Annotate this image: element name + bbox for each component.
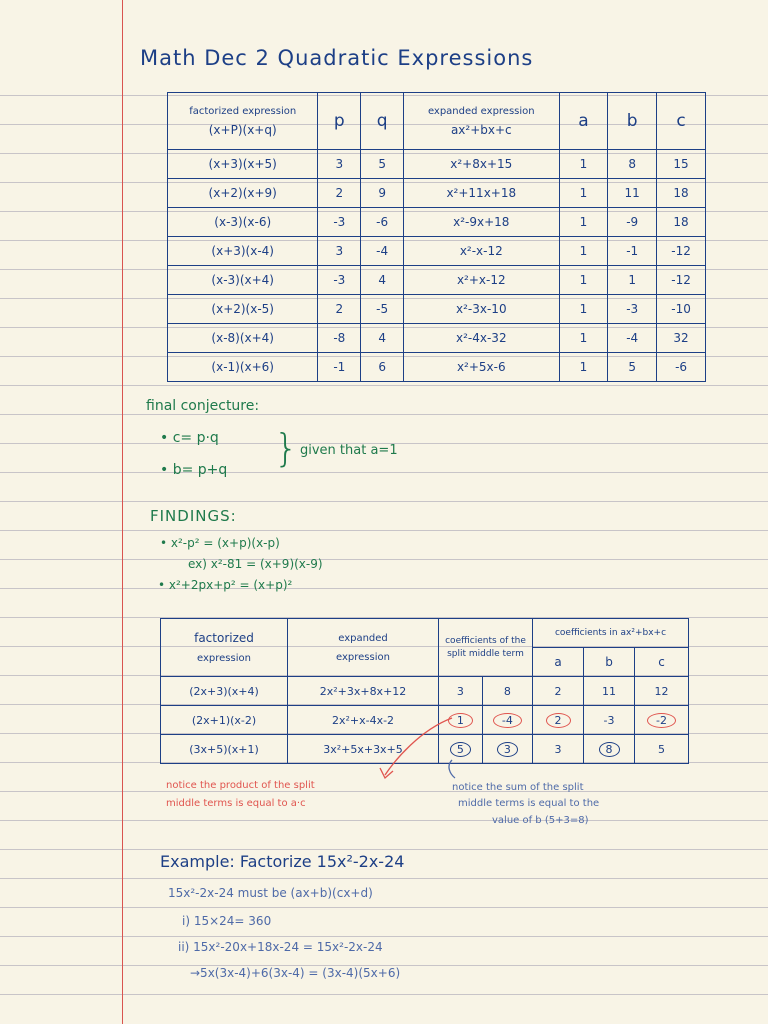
cell-b: 11 [608,179,657,208]
cell-c: -10 [657,295,706,324]
cell-a: 1 [559,353,608,382]
cell2-value: 11 [602,684,616,698]
cell-q: -6 [361,208,404,237]
table-row [168,295,706,324]
table-row [168,237,706,266]
cell2-value: 3 [497,742,518,757]
cell2-value: 2 [554,684,562,698]
header2-expanded-label: expanded [338,632,388,644]
header2-factorized-label: factorized [194,631,254,645]
cell-a: 1 [559,179,608,208]
red-arrow-head [380,768,393,778]
cell2-a [533,706,584,735]
cell-factorized: (x-8)(x+4) [168,324,318,353]
cell2-value: 8 [599,742,620,757]
cell-b: -9 [608,208,657,237]
cell-expanded: x²+5x-6 [404,353,559,382]
conjecture-item-b: • b= p+q [160,462,228,478]
cell2-b [584,706,635,735]
header-expanded [404,93,559,150]
cell2-value: 5 [450,742,471,757]
cell-p: 3 [318,237,361,266]
cell-b: -1 [608,237,657,266]
cell2-value: (3x+5)(x+1) [189,742,259,756]
cell-a: 1 [559,295,608,324]
cell-factorized: (x+2)(x+9) [168,179,318,208]
red-note-line-1: notice the product of the split [166,780,315,791]
cell-factorized: (x-3)(x+4) [168,266,318,295]
cell-expanded: x²-x-12 [404,237,559,266]
example-line-1: 15x²-2x-24 must be (ax+b)(cx+d) [168,886,373,900]
cell2-expanded [288,677,439,706]
cell-q: 4 [361,324,404,353]
cell-p: 3 [318,150,361,179]
blue-note-line-1: notice the sum of the split [452,782,584,793]
example-line-2: i) 15×24= 360 [182,914,272,928]
cell-a: 1 [559,208,608,237]
cell2-value: 2 [546,713,571,728]
finding-line-3: • x²+2px+p² = (x+p)² [158,578,293,592]
table-row [168,324,706,353]
cell2-value: 2x²+3x+8x+12 [319,684,407,698]
cell2-c [635,677,689,706]
header-b: b [608,93,657,150]
table-header-row [168,93,706,150]
cell-expanded: x²-9x+18 [404,208,559,237]
findings-heading: FINDINGS: [150,507,237,525]
cell2-factorized [161,706,288,735]
conjecture-note: given that a=1 [300,443,398,458]
header-p: p [318,93,361,150]
cell2-b [584,677,635,706]
cell2-split2 [482,735,532,764]
cell-a: 1 [559,324,608,353]
cell-factorized: (x+3)(x+5) [168,150,318,179]
cell-c: 18 [657,208,706,237]
cell-c: -6 [657,353,706,382]
cell2-split1 [439,677,483,706]
cell-b: -4 [608,324,657,353]
cell-c: 32 [657,324,706,353]
header-factorized-label: factorized expression [189,105,297,117]
quadratic-table [167,92,706,382]
cell2-value: 12 [654,684,669,698]
table2-row [161,735,689,764]
example-line-3: ii) 15x²-20x+18x-24 = 15x²-2x-24 [178,940,383,954]
cell-a: 1 [559,150,608,179]
example-heading: Example: Factorize 15x²-2x-24 [160,852,405,871]
finding-line-2: ex) x²-81 = (x+9)(x-9) [188,557,323,571]
cell2-a [533,677,584,706]
cell-b: 5 [608,353,657,382]
margin-line [122,0,123,1024]
header-expanded-form: ax²+bx+c [450,122,512,137]
cell2-a [533,735,584,764]
cell-p: 2 [318,295,361,324]
cell-p: -3 [318,266,361,295]
table-row [168,266,706,295]
header-expanded-label: expanded expression [427,105,535,117]
cell-b: -3 [608,295,657,324]
cell2-expanded [288,706,439,735]
cell-c: 18 [657,179,706,208]
header2-factorized [161,619,288,677]
page-title: Math Dec 2 Quadratic Expressions [140,46,534,70]
cell2-factorized [161,735,288,764]
cell-expanded: x²+11x+18 [404,179,559,208]
cell2-c [635,735,689,764]
cell-p: -8 [318,324,361,353]
cell2-value: 1 [448,713,473,728]
cell2-value: (2x+3)(x+4) [189,684,259,698]
header2-a: a [533,648,584,677]
header2-coef: coefficients in ax²+bx+c [533,619,689,648]
header-q: q [361,93,404,150]
header-factorized-form: (x+P)(x+q) [208,122,277,137]
header2-expanded [288,619,439,677]
cell2-split2 [482,677,532,706]
cell2-value: 3 [554,742,562,756]
cell2-value: 8 [503,684,511,698]
cell2-split1 [439,735,483,764]
header2-b: b [584,648,635,677]
header-a: a [559,93,608,150]
cell2-value: 3 [456,684,464,698]
header2-split: coefficients of the split middle term [439,619,533,677]
cell-c: -12 [657,266,706,295]
cell-expanded: x²-4x-32 [404,324,559,353]
table-row [168,179,706,208]
cell2-c [635,706,689,735]
cell-b: 1 [608,266,657,295]
header2-factorized-label2: expression [197,653,251,664]
cell-expanded: x²+x-12 [404,266,559,295]
cell2-factorized [161,677,288,706]
table-row [168,208,706,237]
cell-factorized: (x-1)(x+6) [168,353,318,382]
cell-q: -5 [361,295,404,324]
cell-expanded: x²+8x+15 [404,150,559,179]
header2-expanded-label2: expression [336,651,390,663]
cell-factorized: (x+2)(x-5) [168,295,318,324]
cell2-value: -4 [493,713,522,728]
cell2-value: (2x+1)(x-2) [191,713,257,727]
table2-header-row-1 [161,619,689,648]
blue-note-line-3: value of b (5+3=8) [492,815,589,826]
cell-c: 15 [657,150,706,179]
example-line-4: →5x(3x-4)+6(3x-4) = (3x-4)(5x+6) [190,966,401,980]
cell-a: 1 [559,266,608,295]
cell2-value: 2x²+x-4x-2 [331,713,395,727]
header2-c: c [635,648,689,677]
cell-factorized: (x-3)(x-6) [168,208,318,237]
cell2-value: -2 [647,713,676,728]
split-term-table [160,618,689,764]
table2-row [161,706,689,735]
cell-a: 1 [559,237,608,266]
blue-note-line-2: middle terms is equal to the [458,798,600,809]
cell-q: 9 [361,179,404,208]
cell-expanded: x²-3x-10 [404,295,559,324]
cell2-split1 [439,706,483,735]
header-factorized [168,93,318,150]
cell-p: -3 [318,208,361,237]
cell-q: 6 [361,353,404,382]
cell2-value: -3 [603,713,615,727]
cell2-value: 3x²+5x+3x+5 [323,742,403,756]
cell-b: 8 [608,150,657,179]
cell-p: 2 [318,179,361,208]
cell2-expanded [288,735,439,764]
finding-line-1: • x²-p² = (x+p)(x-p) [160,536,280,550]
cell-factorized: (x+3)(x-4) [168,237,318,266]
cell-q: 5 [361,150,404,179]
cell-p: -1 [318,353,361,382]
conjecture-heading: final conjecture: [146,398,260,414]
cell-q: 4 [361,266,404,295]
cell2-split2 [482,706,532,735]
conjecture-brace: } [274,426,299,470]
header-c: c [657,93,706,150]
cell-q: -4 [361,237,404,266]
cell2-b [584,735,635,764]
conjecture-item-c: • c= p·q [160,430,219,446]
table-row [168,150,706,179]
table-row [168,353,706,382]
red-note-line-2: middle terms is equal to a·c [166,798,306,809]
cell-c: -12 [657,237,706,266]
table2-row [161,677,689,706]
cell2-value: 5 [658,742,665,756]
